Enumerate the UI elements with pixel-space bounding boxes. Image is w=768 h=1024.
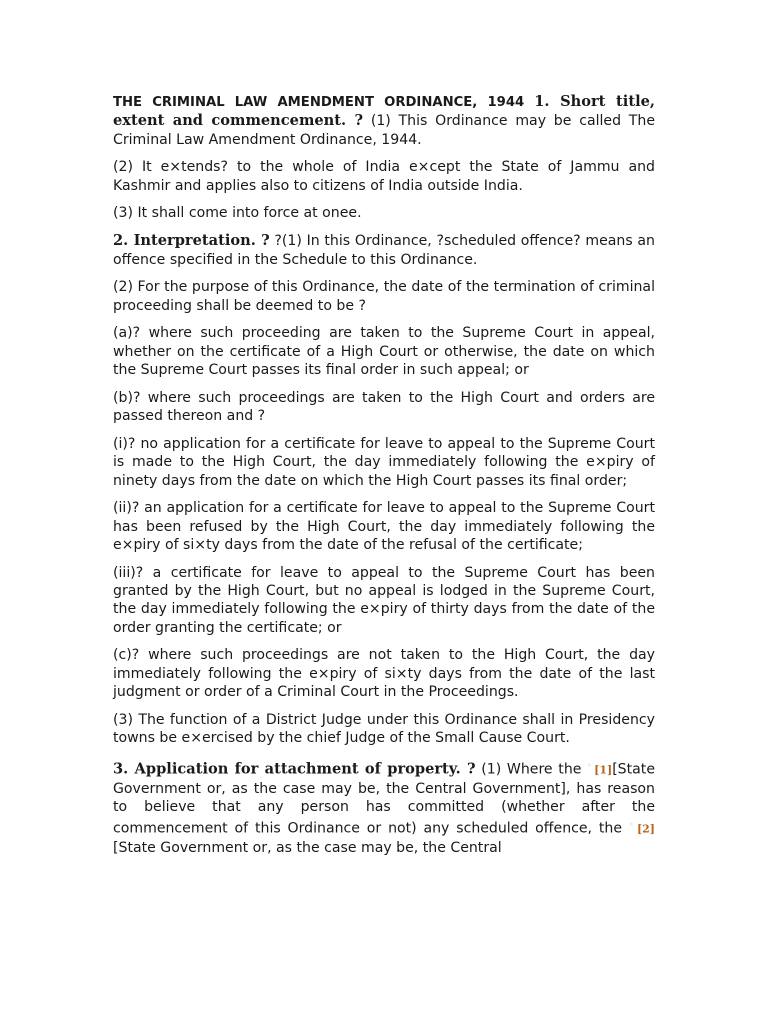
- document-page: [113, 93, 655, 867]
- section-1-text: (1) This Ordinance may be called The Criminal Law Amendment Ordinance, 1944.: [113, 113, 656, 148]
- subclause-iii: (iii)? a certificate for leave to appeal to the Supreme Court has been granted by the High Court, but no appeal is lodged in the Supreme Court, the day immediately following the e×piry of thirty days from the date of the order granting the certificate; or: [113, 564, 655, 636]
- section-1-paragraph-3: (3) It shall come into force at onee.: [113, 205, 362, 222]
- section-2-paragraph-2: (2) For the purpose of this Ordinance, the date of the termination of criminal proceeding shall be deemed to be ?: [113, 279, 655, 314]
- section-1-paragraph-1: [113, 93, 655, 149]
- section-2-text: ?(1) In this Ordinance, ?scheduled offence? means an offence specified in the Schedule to this Ordinance.: [113, 233, 655, 268]
- section-3-paragraph-1: [113, 757, 655, 858]
- section-1-heading: 1. Short title, extent and commencement. ?: [113, 93, 655, 130]
- section-3-text-c: [State Government or, as the case may be, the Central: [113, 840, 502, 857]
- footnote-link-1[interactable]: [1]: [594, 763, 613, 777]
- subclause-i: (i)? no application for a certificate for leave to appeal to the Supreme Court is made to the High Court, the day immediately following the e×piry of ninety days from the date on which the High Court passes its final order;: [113, 435, 655, 489]
- footnote-marker-icon: ◦: [587, 760, 594, 770]
- clause-a: (a)? where such proceeding are taken to the Supreme Court in appeal, whether on the certificate of a High Court or otherwise, the date on which the Supreme Court passes its final order in such appeal; or: [113, 325, 655, 379]
- section-1-paragraph-2: (2) It e×tends? to the whole of India e×cept the State of Jammu and Kashmir and applies also to citizens of India outside India.: [113, 159, 655, 194]
- clause-c: (c)? where such proceedings are not taken to the High Court, the day immediately following the e×piry of si×ty days from the date of the last judgment or order of a Criminal Court in the Proceedings.: [113, 647, 655, 701]
- section-2-paragraph-1: [113, 232, 655, 269]
- clause-b: (b)? where such proceedings are taken to the High Court and orders are passed thereon and ?: [113, 389, 655, 425]
- section-2-heading: 2. Interpretation. ?: [113, 232, 270, 250]
- subclause-ii: (ii)? an application for a certificate for leave to appeal to the Supreme Court has been refused by the High Court, the day immediately following the e×piry of si×ty days from the date of the refusal of the certificate;: [113, 500, 655, 553]
- section-2-paragraph-3: (3) The function of a District Judge under this Ordinance shall in Presidency towns be e×ercised by the chief Judge of the Small Cause Court.: [113, 711, 655, 747]
- document-title: THE CRIMINAL LAW AMENDMENT ORDINANCE, 1944: [113, 95, 525, 110]
- footnote-marker-icon: ◦: [628, 820, 636, 830]
- section-3-heading: 3. Application for attachment of property. ?: [113, 760, 476, 778]
- section-3-text-b: [State Government or, as the case may be, the Central Government], has reason to believe that any person has committed (whether after the commencement of this Ordinance or not) any scheduled offence, the: [113, 761, 655, 838]
- footnote-link-2[interactable]: [2]: [636, 823, 656, 837]
- section-3-text-a: (1) Where the: [475, 761, 588, 778]
